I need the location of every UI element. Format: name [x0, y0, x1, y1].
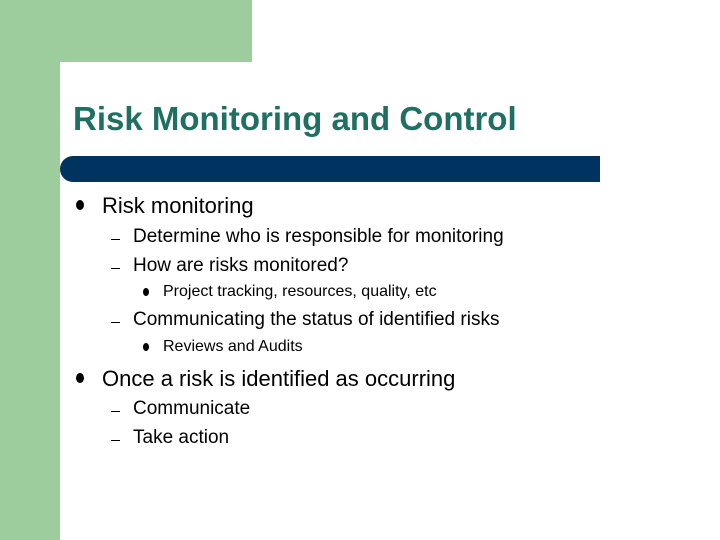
bullet-icon	[143, 288, 149, 296]
bullet-icon	[76, 373, 84, 383]
sub-bullet-how-monitored: How are risks monitored?	[133, 255, 349, 276]
bullet-icon	[143, 343, 149, 351]
title-underline-bar	[60, 156, 600, 182]
sub-sub-bullet-tracking: Project tracking, resources, quality, etc	[163, 283, 437, 300]
bullet-once-risk: Once a risk is identified as occurring	[102, 366, 456, 391]
bullet-icon	[76, 200, 84, 210]
dash-icon	[111, 411, 120, 412]
sub-bullet-communicating: Communicating the status of identified risks	[133, 309, 500, 330]
sub-bullet-determine: Determine who is responsible for monitoring	[133, 226, 504, 247]
dash-icon	[111, 268, 120, 269]
left-accent-strip	[0, 0, 60, 540]
dash-icon	[111, 440, 120, 441]
dash-icon	[111, 322, 120, 323]
dash-icon	[111, 239, 120, 240]
top-accent-block	[60, 0, 252, 62]
sub-bullet-communicate: Communicate	[133, 398, 251, 419]
slide-title: Risk Monitoring and Control	[73, 100, 517, 137]
sub-sub-bullet-reviews: Reviews and Audits	[163, 338, 303, 355]
bullet-risk-monitoring: Risk monitoring	[102, 193, 254, 218]
rounded-corner	[60, 62, 100, 102]
sub-bullet-take-action: Take action	[133, 427, 230, 448]
